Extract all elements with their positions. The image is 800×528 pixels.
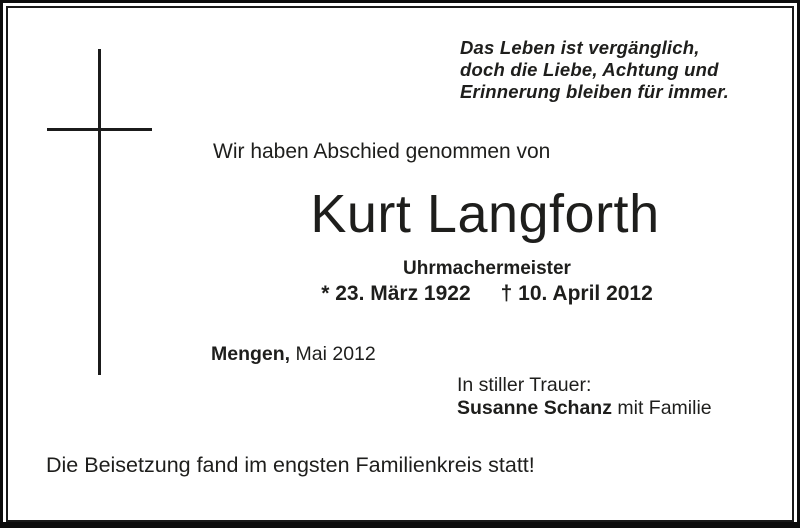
notice-date: Mai 2012 xyxy=(295,343,376,365)
mourner-line xyxy=(457,397,712,420)
deceased-name: Kurt Langforth xyxy=(310,184,660,244)
death-date: † 10. April 2012 xyxy=(500,282,653,305)
farewell-intro: Wir haben Abschied genommen von xyxy=(213,140,551,163)
place-and-date xyxy=(211,343,376,366)
life-dates xyxy=(287,282,687,306)
mourning-block xyxy=(457,374,712,420)
cross-horizontal-bar xyxy=(47,128,152,131)
deceased-profession: Uhrmachermeister xyxy=(403,258,571,279)
place-name: Mengen, xyxy=(211,343,291,365)
epigraph-line: doch die Liebe, Achtung und xyxy=(460,59,719,80)
burial-note: Die Beisetzung fand im engsten Familienkreis statt! xyxy=(46,453,535,477)
cross-vertical-bar xyxy=(98,49,101,375)
epigraph-line: Erinnerung bleiben für immer. xyxy=(460,81,729,102)
epigraph-line: Das Leben ist vergänglich, xyxy=(460,37,700,58)
mourner-suffix: mit Familie xyxy=(617,397,712,419)
epigraph-verse xyxy=(460,37,729,103)
mourner-name: Susanne Schanz xyxy=(457,397,612,419)
birth-date: * 23. März 1922 xyxy=(321,282,471,305)
mourning-label: In stiller Trauer: xyxy=(457,374,592,396)
